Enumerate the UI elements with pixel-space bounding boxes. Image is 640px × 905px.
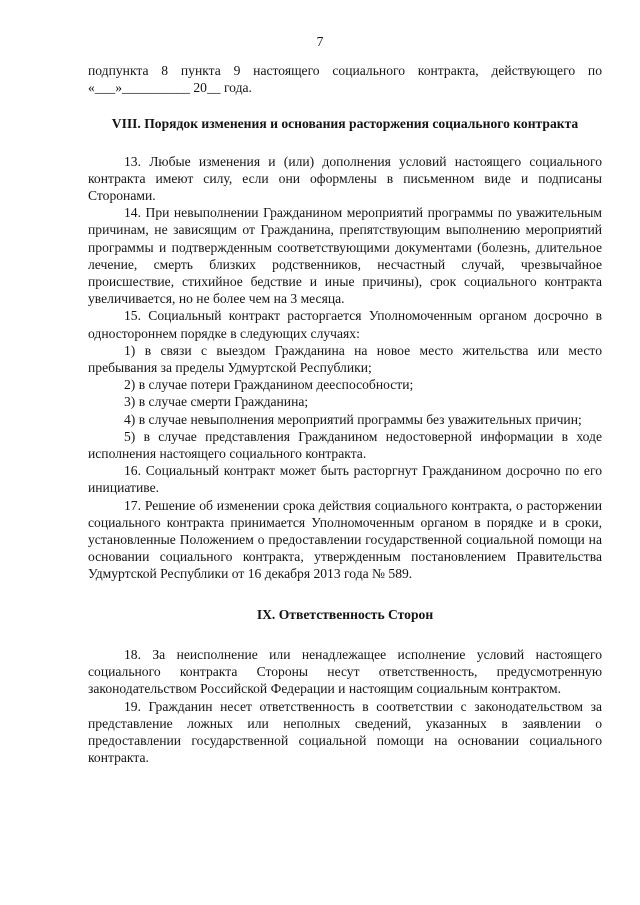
clause-16: 16. Социальный контракт может быть расторгнут Гражданином досрочно по его инициативе. bbox=[88, 463, 602, 496]
intro-paragraph: подпункта 8 пункта 9 настоящего социального контракта, действующего по «___»__________ 20__ года. bbox=[88, 63, 602, 96]
document-body bbox=[88, 62, 602, 766]
clause-18: 18. За неисполнение или ненадлежащее исполнение условий настоящего социального контракта Стороны несут ответственность, предусмотренную законодательством Российской Федерации и настоящим социальным контрактом. bbox=[88, 646, 602, 697]
clause-15-item-4: 4) в случае невыполнения мероприятий программы без уважительных причин; bbox=[124, 411, 582, 427]
clause-13: 13. Любые изменения и (или) дополнения условий настоящего социального контракта имеют силу, если они оформлены в письменном виде и подписаны Сторонами. bbox=[88, 153, 602, 204]
clause-19: 19. Гражданин несет ответственность в соответствии с законодательством за представление ложных или неполных сведений, указанных в заявлении о предоставлении государственной социальной помощи на основании социального контракта. bbox=[88, 698, 602, 766]
clause-15-item-3: 3) в случае смерти Гражданина; bbox=[124, 394, 309, 410]
clause-15-item-5: 5) в случае представления Гражданином недостоверной информации в ходе исполнения настоящего социального контракта. bbox=[88, 428, 602, 462]
clause-15: 15. Социальный контракт расторгается Уполномоченным органом досрочно в одностороннем порядке в следующих случаях: bbox=[88, 308, 602, 341]
clause-17: 17. Решение об изменении срока действия социального контракта, о расторжении социального контракта принимается Уполномоченным органом в порядке и в сроки, установленные Положением о предоставлении государственной социальной помощи на основании социального контракта, утвержденным постановлением Правительства Удмуртской Республики от 16 декабря 2013 года № 589. bbox=[88, 497, 602, 582]
section-8-title: VIII. Порядок изменения и основания расторжения социального контракта bbox=[111, 116, 579, 132]
clause-14: 14. При невыполнении Гражданином мероприятий программы по уважительным причинам, не зависящим от Гражданина, препятствующим выполнению мероприятий программы и подтвержденным соответствующими документами (болезнь, длительное лечение, смерть близких родственников, несчастный случай, чрезвычайное происшествие, стихийное бедствие и иные причины), срок социального контракта увеличивается, но не более чем на 3 месяца. bbox=[88, 205, 602, 307]
clause-15-item-1: 1) в связи с выездом Гражданина на новое место жительства или место пребывания за пределы Удмуртской Республики; bbox=[88, 342, 602, 376]
section-9-title: IX. Ответственность Сторон bbox=[256, 606, 434, 622]
clause-15-item-2: 2) в случае потери Гражданином дееспособности; bbox=[124, 377, 414, 393]
page-number: 7 bbox=[316, 34, 324, 49]
